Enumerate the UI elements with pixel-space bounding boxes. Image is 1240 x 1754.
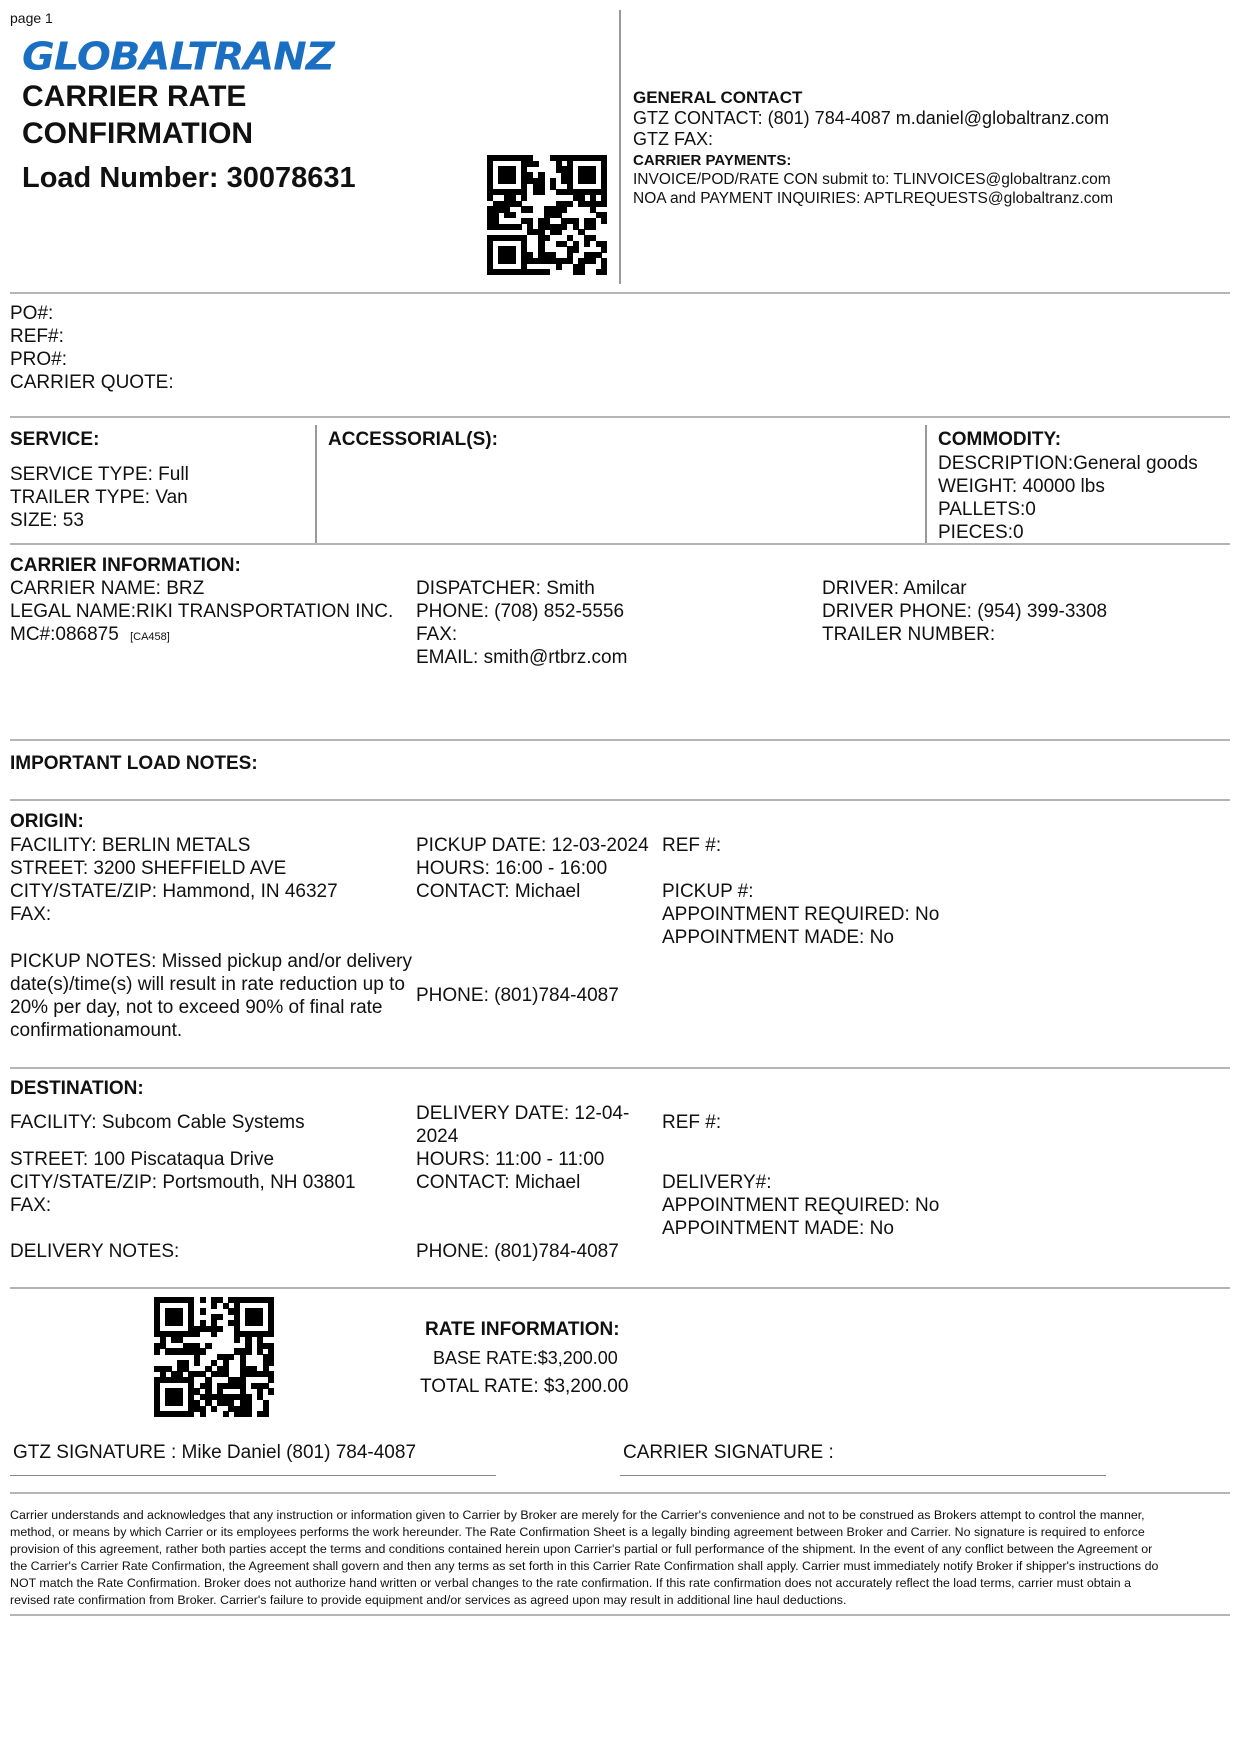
title-line2: CONFIRMATION [22, 117, 254, 150]
carrier-signature-line [620, 1475, 1106, 1476]
delivery-appt-made: APPOINTMENT MADE: No [662, 1218, 894, 1239]
dispatcher-email: EMAIL: smith@rtbrz.com [416, 647, 628, 668]
delivery-date-line1: DELIVERY DATE: 12-04- [416, 1103, 630, 1124]
disclaimer-line: provision of this agreement, rather both parties accept the terms and conditions contained herein upon Carrier's partial or full performance of the shipment. In the event of any conflict between the Agreement or [10, 1542, 1153, 1556]
qr-module [245, 1348, 251, 1354]
qr-module [544, 269, 550, 275]
destination-heading: DESTINATION: [10, 1078, 144, 1099]
pickup-contact: CONTACT: Michael [416, 881, 581, 902]
disclaimer-line: revised rate confirmation from Broker. Carrier's failure to provide equipment and/or services as agreed upon may result in additional line haul deductions. [10, 1593, 847, 1607]
divider [10, 799, 1230, 801]
origin-city: CITY/STATE/ZIP: Hammond, IN 46327 [10, 881, 338, 902]
qr-module [590, 258, 596, 264]
page-label: page 1 [10, 10, 53, 26]
qr-module [200, 1348, 206, 1354]
destination-fax: FAX: [10, 1195, 52, 1216]
disclaimer-line: the Carrier's Carrier Rate Confirmation, the Agreement shall govern and then any terms as set forth in this Carrier Rate Confirmation shall apply. Carrier must immediately notify Broker if shipper's instructions do [10, 1559, 1159, 1573]
po-field: PO#: [10, 303, 54, 324]
pickup-phone: PHONE: (801)784-4087 [416, 985, 619, 1006]
mc-code: [CA458] [130, 631, 170, 643]
qr-module [584, 241, 590, 247]
qr-module [510, 178, 516, 184]
qr-module [556, 229, 562, 235]
pickup-notes-line: PICKUP NOTES: Missed pickup and/or delivery [10, 951, 412, 972]
carrier-info-heading: CARRIER INFORMATION: [10, 555, 241, 576]
qr-module [510, 258, 516, 264]
qr-module [561, 224, 567, 230]
origin-street: STREET: 3200 SHEFFIELD AVE [10, 858, 287, 879]
qr-module [211, 1406, 217, 1412]
base-rate: BASE RATE:$3,200.00 [433, 1348, 618, 1368]
qr-module [556, 264, 562, 270]
gtz-contact: GTZ CONTACT: (801) 784-4087 m.daniel@globaltranz.com [633, 108, 1110, 128]
qr-code-bottom [154, 1297, 274, 1417]
qr-module [194, 1360, 200, 1366]
qr-module [217, 1326, 223, 1332]
trailer-type: TRAILER TYPE: Van [10, 487, 188, 508]
driver: DRIVER: Amilcar [822, 578, 967, 599]
origin-fax: FAX: [10, 904, 52, 925]
disclaimer-line: NOT match the Rate Confirmation. Broker does not authorize hand written or verbal changes to the rate confirmation. If this rate confirmation does not accurately reflect the load terms, carrier must obtain a [10, 1576, 1131, 1590]
noa-line: NOA and PAYMENT INQUIRIES: APTLREQUESTS@globaltranz.com [633, 190, 1114, 207]
commodity-weight: WEIGHT: 40000 lbs [938, 476, 1105, 497]
delivery-notes: DELIVERY NOTES: [10, 1241, 180, 1262]
commodity-heading: COMMODITY: [938, 429, 1062, 450]
commodity-pallets: PALLETS:0 [938, 499, 1036, 520]
qr-module [228, 1354, 234, 1360]
column-divider [315, 425, 317, 543]
qr-module [590, 178, 596, 184]
qr-module [567, 201, 573, 207]
trailer-number: TRAILER NUMBER: [822, 624, 996, 645]
qr-module [527, 206, 533, 212]
origin-ref: REF #: [662, 835, 722, 856]
qr-module [263, 1411, 269, 1417]
divider [10, 292, 1230, 294]
qr-module [211, 1303, 217, 1309]
divider [10, 543, 1230, 545]
divider [10, 1614, 1230, 1616]
pro-field: PRO#: [10, 349, 68, 370]
dispatcher-phone: PHONE: (708) 852-5556 [416, 601, 625, 622]
qr-module [590, 224, 596, 230]
delivery-hours: HOURS: 11:00 - 11:00 [416, 1149, 605, 1170]
service-heading: SERVICE: [10, 429, 100, 450]
divider [10, 1287, 1230, 1289]
gtz-fax: GTZ FAX: [633, 129, 714, 149]
qr-module [188, 1411, 194, 1417]
qr-module [211, 1331, 217, 1337]
pickup-appt-made: APPOINTMENT MADE: No [662, 927, 894, 948]
destination-ref: REF #: [662, 1112, 722, 1133]
pickup-notes-line: confirmationamount. [10, 1020, 183, 1041]
qr-module [205, 1343, 211, 1349]
mc-number: MC#:086875 [10, 624, 119, 645]
rate-heading: RATE INFORMATION: [425, 1319, 620, 1340]
service-type: SERVICE TYPE: Full [10, 464, 189, 485]
qr-module [601, 269, 607, 275]
column-divider [925, 425, 927, 543]
qr-module [257, 1320, 263, 1326]
qr-module [521, 195, 527, 201]
destination-street: STREET: 100 Piscataqua Drive [10, 1149, 275, 1170]
disclaimer-line: Carrier understands and acknowledges that any instruction or information given to Carrier by Broker are merely for the Carrier's convenience and not to be construed as Brokers attempt to control the manner, [10, 1508, 1145, 1522]
carrier-quote-field: CARRIER QUOTE: [10, 372, 174, 393]
qr-module [268, 1377, 274, 1383]
delivery-date-line2: 2024 [416, 1126, 459, 1147]
qr-module [200, 1411, 206, 1417]
header-divider [619, 10, 621, 284]
qr-module [601, 218, 607, 224]
load-number: Load Number: 30078631 [22, 162, 356, 194]
invoice-line: INVOICE/POD/RATE CON submit to: TLINVOICES@globaltranz.com [633, 171, 1111, 188]
qr-module [234, 1337, 240, 1343]
qr-module [200, 1297, 206, 1303]
qr-module [217, 1314, 223, 1320]
delivery-phone: PHONE: (801)784-4087 [416, 1241, 619, 1262]
qr-module [194, 1331, 200, 1337]
pickup-appt-required: APPOINTMENT REQUIRED: No [662, 904, 940, 925]
disclaimer [10, 1507, 1158, 1609]
total-rate: TOTAL RATE: $3,200.00 [420, 1376, 629, 1397]
accessorials-heading: ACCESSORIAL(S): [328, 429, 498, 450]
gtz-signature: GTZ SIGNATURE : Mike Daniel (801) 784-4087 [13, 1442, 417, 1463]
qr-code-top [487, 155, 607, 275]
pickup-number: PICKUP #: [662, 881, 754, 902]
qr-module [268, 1388, 274, 1394]
qr-module [573, 246, 579, 252]
ref-field: REF#: [10, 326, 64, 347]
qr-module [578, 269, 584, 275]
commodity-description: DESCRIPTION:General goods [938, 453, 1198, 474]
qr-module [177, 1400, 183, 1406]
qr-module [268, 1360, 274, 1366]
qr-module [601, 201, 607, 207]
title-line1: CARRIER RATE [22, 80, 247, 113]
divider [10, 1492, 1230, 1494]
carrier-name: CARRIER NAME: BRZ [10, 578, 205, 599]
disclaimer-line: method, or means by which Carrier or its employees performs the work hereunder. The Rate Confirmation Sheet is a legally binding agreement between Broker and Carrier. No signature is required to enforce [10, 1525, 1145, 1539]
qr-module [561, 206, 567, 212]
pickup-hours: HOURS: 16:00 - 16:00 [416, 858, 608, 879]
qr-module [177, 1320, 183, 1326]
commodity-pieces: PIECES:0 [938, 522, 1024, 543]
divider [10, 1067, 1230, 1069]
general-contact-heading: GENERAL CONTACT [633, 88, 803, 107]
carrier-mc [10, 623, 170, 649]
delivery-contact: CONTACT: Michael [416, 1172, 581, 1193]
carrier-payments-heading: CARRIER PAYMENTS: [633, 152, 792, 169]
qr-module [544, 235, 550, 241]
driver-phone: DRIVER PHONE: (954) 399-3308 [822, 601, 1108, 622]
origin-heading: ORIGIN: [10, 811, 84, 832]
dispatcher: DISPATCHER: Smith [416, 578, 595, 599]
qr-module [516, 224, 522, 230]
qr-module [245, 1411, 251, 1417]
dispatcher-fax: FAX: [416, 624, 458, 645]
delivery-appt-required: APPOINTMENT REQUIRED: No [662, 1195, 940, 1216]
qr-module [510, 212, 516, 218]
pickup-notes-line: date(s)/time(s) will result in rate reduction up to [10, 974, 405, 995]
globaltranz-logo: GLOBALTRANZ [22, 35, 334, 79]
origin-facility: FACILITY: BERLIN METALS [10, 835, 251, 856]
gtz-signature-line [10, 1475, 496, 1476]
qr-module [223, 1411, 229, 1417]
load-notes-heading: IMPORTANT LOAD NOTES: [10, 753, 258, 774]
qr-module [154, 1348, 160, 1354]
delivery-number: DELIVERY#: [662, 1172, 772, 1193]
pickup-date: PICKUP DATE: 12-03-2024 [416, 835, 649, 856]
pickup-notes-line: 20% per day, not to exceed 90% of final rate [10, 997, 383, 1018]
qr-module [268, 1331, 274, 1337]
carrier-legal-name: LEGAL NAME:RIKI TRANSPORTATION INC. [10, 601, 394, 622]
divider [10, 739, 1230, 741]
carrier-signature: CARRIER SIGNATURE : [623, 1442, 834, 1463]
destination-city: CITY/STATE/ZIP: Portsmouth, NH 03801 [10, 1172, 356, 1193]
destination-facility: FACILITY: Subcom Cable Systems [10, 1112, 305, 1133]
trailer-size: SIZE: 53 [10, 510, 84, 531]
divider [10, 416, 1230, 418]
qr-module [601, 246, 607, 252]
qr-module [533, 161, 539, 167]
qr-module [200, 1308, 206, 1314]
qr-module [538, 189, 544, 195]
